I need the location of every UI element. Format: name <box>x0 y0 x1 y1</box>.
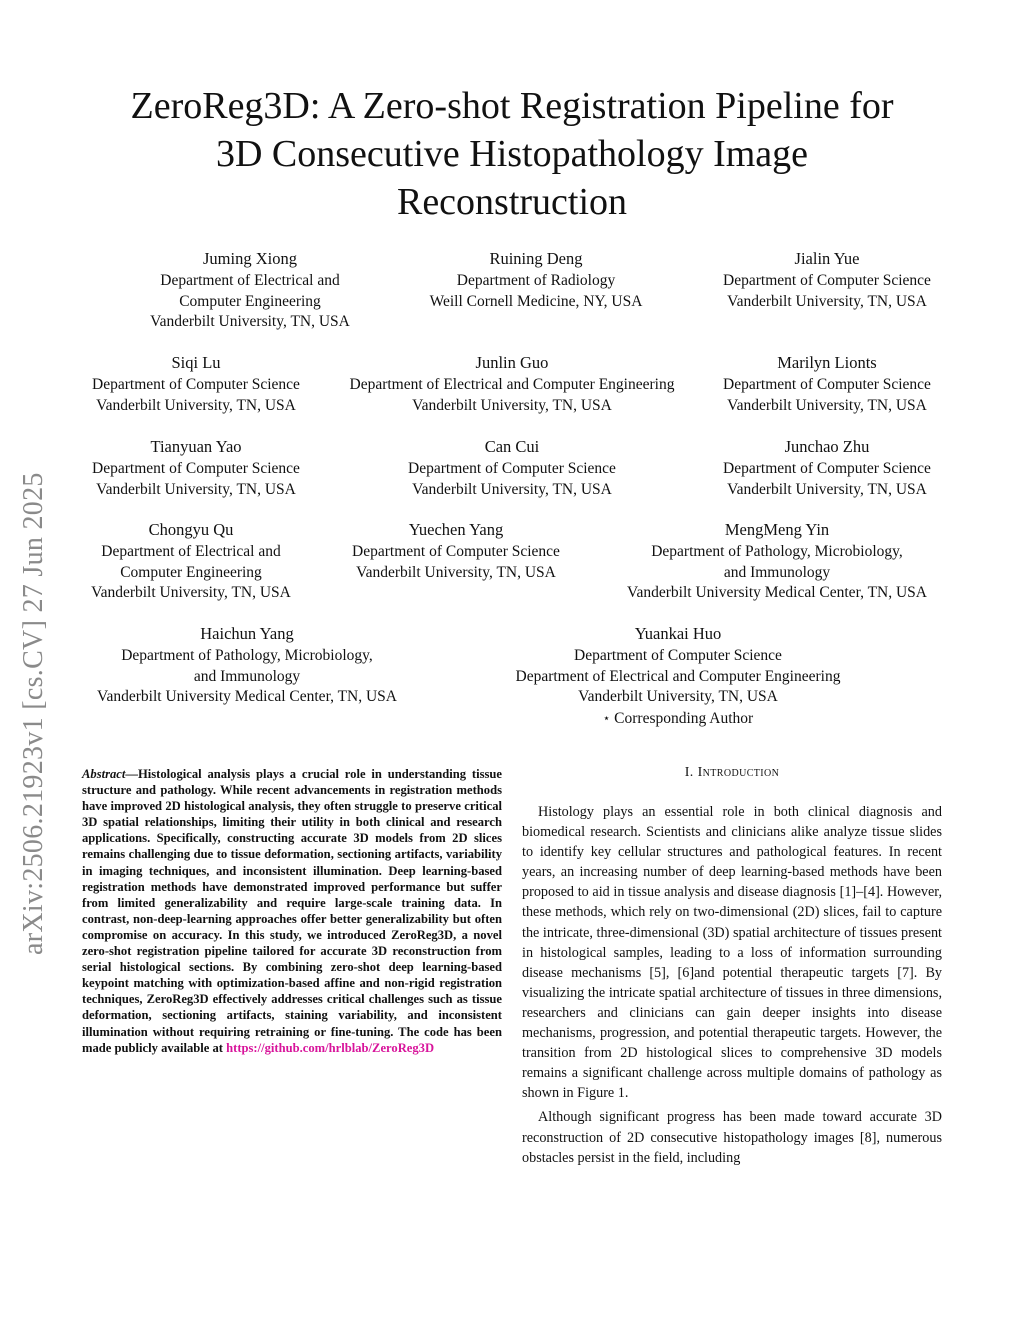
author-block <box>478 623 878 729</box>
author-affiliation: Vanderbilt University, TN, USA <box>91 584 291 601</box>
author-affiliation: Department of Computer Science <box>92 460 300 477</box>
abstract-dash: — <box>125 767 138 781</box>
author-affiliation: Department of Computer Science <box>352 543 560 560</box>
corresponding-author-note <box>478 708 878 730</box>
author-affiliation: Vanderbilt University, TN, USA <box>356 563 556 581</box>
corresponding-author-label: Corresponding Author <box>614 709 754 727</box>
abstract <box>82 766 502 1056</box>
author-affiliation: Vanderbilt University, TN, USA <box>96 480 296 498</box>
author-block <box>306 519 606 583</box>
author-block <box>677 436 977 500</box>
abstract-label: Abstract <box>82 767 126 781</box>
author-affiliation: and Immunology <box>723 563 831 581</box>
author-block <box>386 248 686 312</box>
author-affiliation: Computer Engineering <box>179 292 321 310</box>
paragraph: Histology plays an essential role in both clinical diagnosis and biomedical research. Scientists and clinicians alike analyze tissue slides to identify key cellular structures and pathological features. In recent years, an increasing number of deep learning-based methods have been proposed to aid in tissue analysis and disease diagnosis [1]–[4]. However, these methods, which rely on two-dimensional (2D) slices, fail to capture the intricate, three-dimensional (3D) spatial architecture of tissues present in histological samples, leading to a loss of information surrounding disease mechanisms [5], [6]and potential therapeutic targets [7]. By visualizing the intricate spatial architecture of tissues in three dimensions, researchers and clinicians can gain deeper insights into disease mechanisms, progression, and potential therapeutic targets. However, the transition from 2D histological slices to comprehensive 3D models remains a significant challenge across multiple domains of pathology as shown in Figure 1. <box>522 804 942 1102</box>
author-name: Juming Xiong <box>203 249 297 268</box>
author-affiliation: Department of Computer Science <box>408 460 616 477</box>
author-name: Junchao Zhu <box>784 437 870 456</box>
section-number: I. <box>684 765 694 780</box>
author-affiliation: Department of Computer Science <box>92 376 300 393</box>
author-affiliation: Department of Electrical and Computer Engineering <box>349 376 675 393</box>
author-affiliation: Department of Computer Science <box>723 272 931 289</box>
author-block <box>41 519 341 604</box>
paragraph: Although significant progress has been made toward accurate 3D reconstruction of 2D consecutive histopathology images [8], numerous obstacles persist in the field, including <box>522 1109 942 1166</box>
author-affiliation: Department of Electrical and Computer Engineering <box>515 667 841 685</box>
author-name: Siqi Lu <box>171 353 221 372</box>
author-affiliation: Department of Computer Science <box>574 647 782 664</box>
author-block <box>597 519 957 604</box>
author-affiliation: Vanderbilt University, TN, USA <box>412 396 612 414</box>
code-repository-link[interactable]: https://github.com/hrlblab/ZeroReg3D <box>226 1040 435 1055</box>
arxiv-identifier-stamp[interactable]: arXiv:2506.21923v1 [cs.CV] 27 Jun 2025 <box>18 472 49 955</box>
author-affiliation: Vanderbilt University, TN, USA <box>412 480 612 498</box>
author-block <box>677 248 977 312</box>
author-affiliation: and Immunology <box>193 667 301 685</box>
author-affiliation: Department of Pathology, Microbiology, <box>121 647 373 664</box>
author-block <box>362 436 662 500</box>
section-title: Introduction <box>697 765 780 780</box>
author-block <box>100 248 400 333</box>
author-name: Can Cui <box>484 437 540 456</box>
author-name: Chongyu Qu <box>148 520 234 539</box>
author-affiliation: Vanderbilt University Medical Center, TN, USA <box>627 584 927 601</box>
author-affiliation: Vanderbilt University, TN, USA <box>727 480 927 498</box>
author-affiliation: Department of Pathology, Microbiology, <box>651 543 903 560</box>
author-name: Tianyuan Yao <box>150 437 242 456</box>
abstract-text: Histological analysis plays a crucial role in understanding tissue structure and pathology. While recent advancements in registration methods have improved 2D histological analysis, they often struggle to preserve critical 3D spatial relationships, limiting their utility in both clinical and research applications. Specifically, constructing accurate 3D models from 2D slices remains challenging due to tissue deformation, sectioning artifacts, variability in imaging techniques, and inconsistent illumination. Deep learning-based registration methods have demonstrated improved performance but suffer from limited generalizability and require large-scale training data. In contrast, non-deep-learning approaches offer better generalizability but often compromise on accuracy. In this study, we introduced ZeroReg3D, a novel zero-shot registration pipeline tailored for accurate 3D reconstruction from serial histological sections. By combining zero-shot deep learning-based keypoint matching with optimization-based affine and non-rigid registration techniques, ZeroReg3D effectively addresses critical challenges such as tissue deformation, sectioning artifacts, staining variability, and inconsistent illumination without requiring retraining or fine-tuning. The code has been made publicly available at <box>82 767 502 1055</box>
author-affiliation: Department of Computer Science <box>723 376 931 393</box>
title-line: 3D Consecutive Histopathology Image <box>215 133 809 175</box>
author-affiliation: Vanderbilt University Medical Center, TN, USA <box>97 688 397 705</box>
title-line: Reconstruction <box>396 181 628 223</box>
author-affiliation: Vanderbilt University, TN, USA <box>150 313 350 330</box>
author-name: Yuechen Yang <box>408 520 504 539</box>
author-affiliation: Vanderbilt University, TN, USA <box>727 396 927 414</box>
author-block <box>312 352 712 416</box>
author-block <box>46 436 346 500</box>
title-line: ZeroReg3D: A Zero-shot Registration Pipeline for <box>130 85 894 127</box>
author-block <box>46 352 346 416</box>
author-affiliation: Department of Radiology <box>456 272 616 289</box>
author-name: Ruining Deng <box>489 249 583 268</box>
author-affiliation: Department of Electrical and <box>160 272 340 289</box>
author-affiliation: Vanderbilt University, TN, USA <box>727 292 927 310</box>
author-name: Jialin Yue <box>794 249 860 268</box>
author-affiliation: Vanderbilt University, TN, USA <box>578 688 778 705</box>
star-icon: ⋆ <box>602 710 611 725</box>
author-affiliation: Vanderbilt University, TN, USA <box>96 396 296 414</box>
author-name: MengMeng Yin <box>724 520 830 539</box>
author-block <box>677 352 977 416</box>
paper-title <box>70 82 954 226</box>
author-block <box>67 623 427 708</box>
introduction-body <box>522 802 942 1168</box>
author-affiliation: Department of Computer Science <box>723 460 931 477</box>
section-heading <box>522 765 942 781</box>
author-affiliation: Department of Electrical and <box>101 543 281 560</box>
author-affiliation: Computer Engineering <box>120 563 262 581</box>
author-name: Junlin Guo <box>475 353 549 372</box>
author-name: Marilyn Lionts <box>777 353 877 372</box>
author-affiliation: Weill Cornell Medicine, NY, USA <box>429 292 643 310</box>
author-name: Haichun Yang <box>200 624 294 643</box>
author-name: Yuankai Huo <box>634 624 722 643</box>
